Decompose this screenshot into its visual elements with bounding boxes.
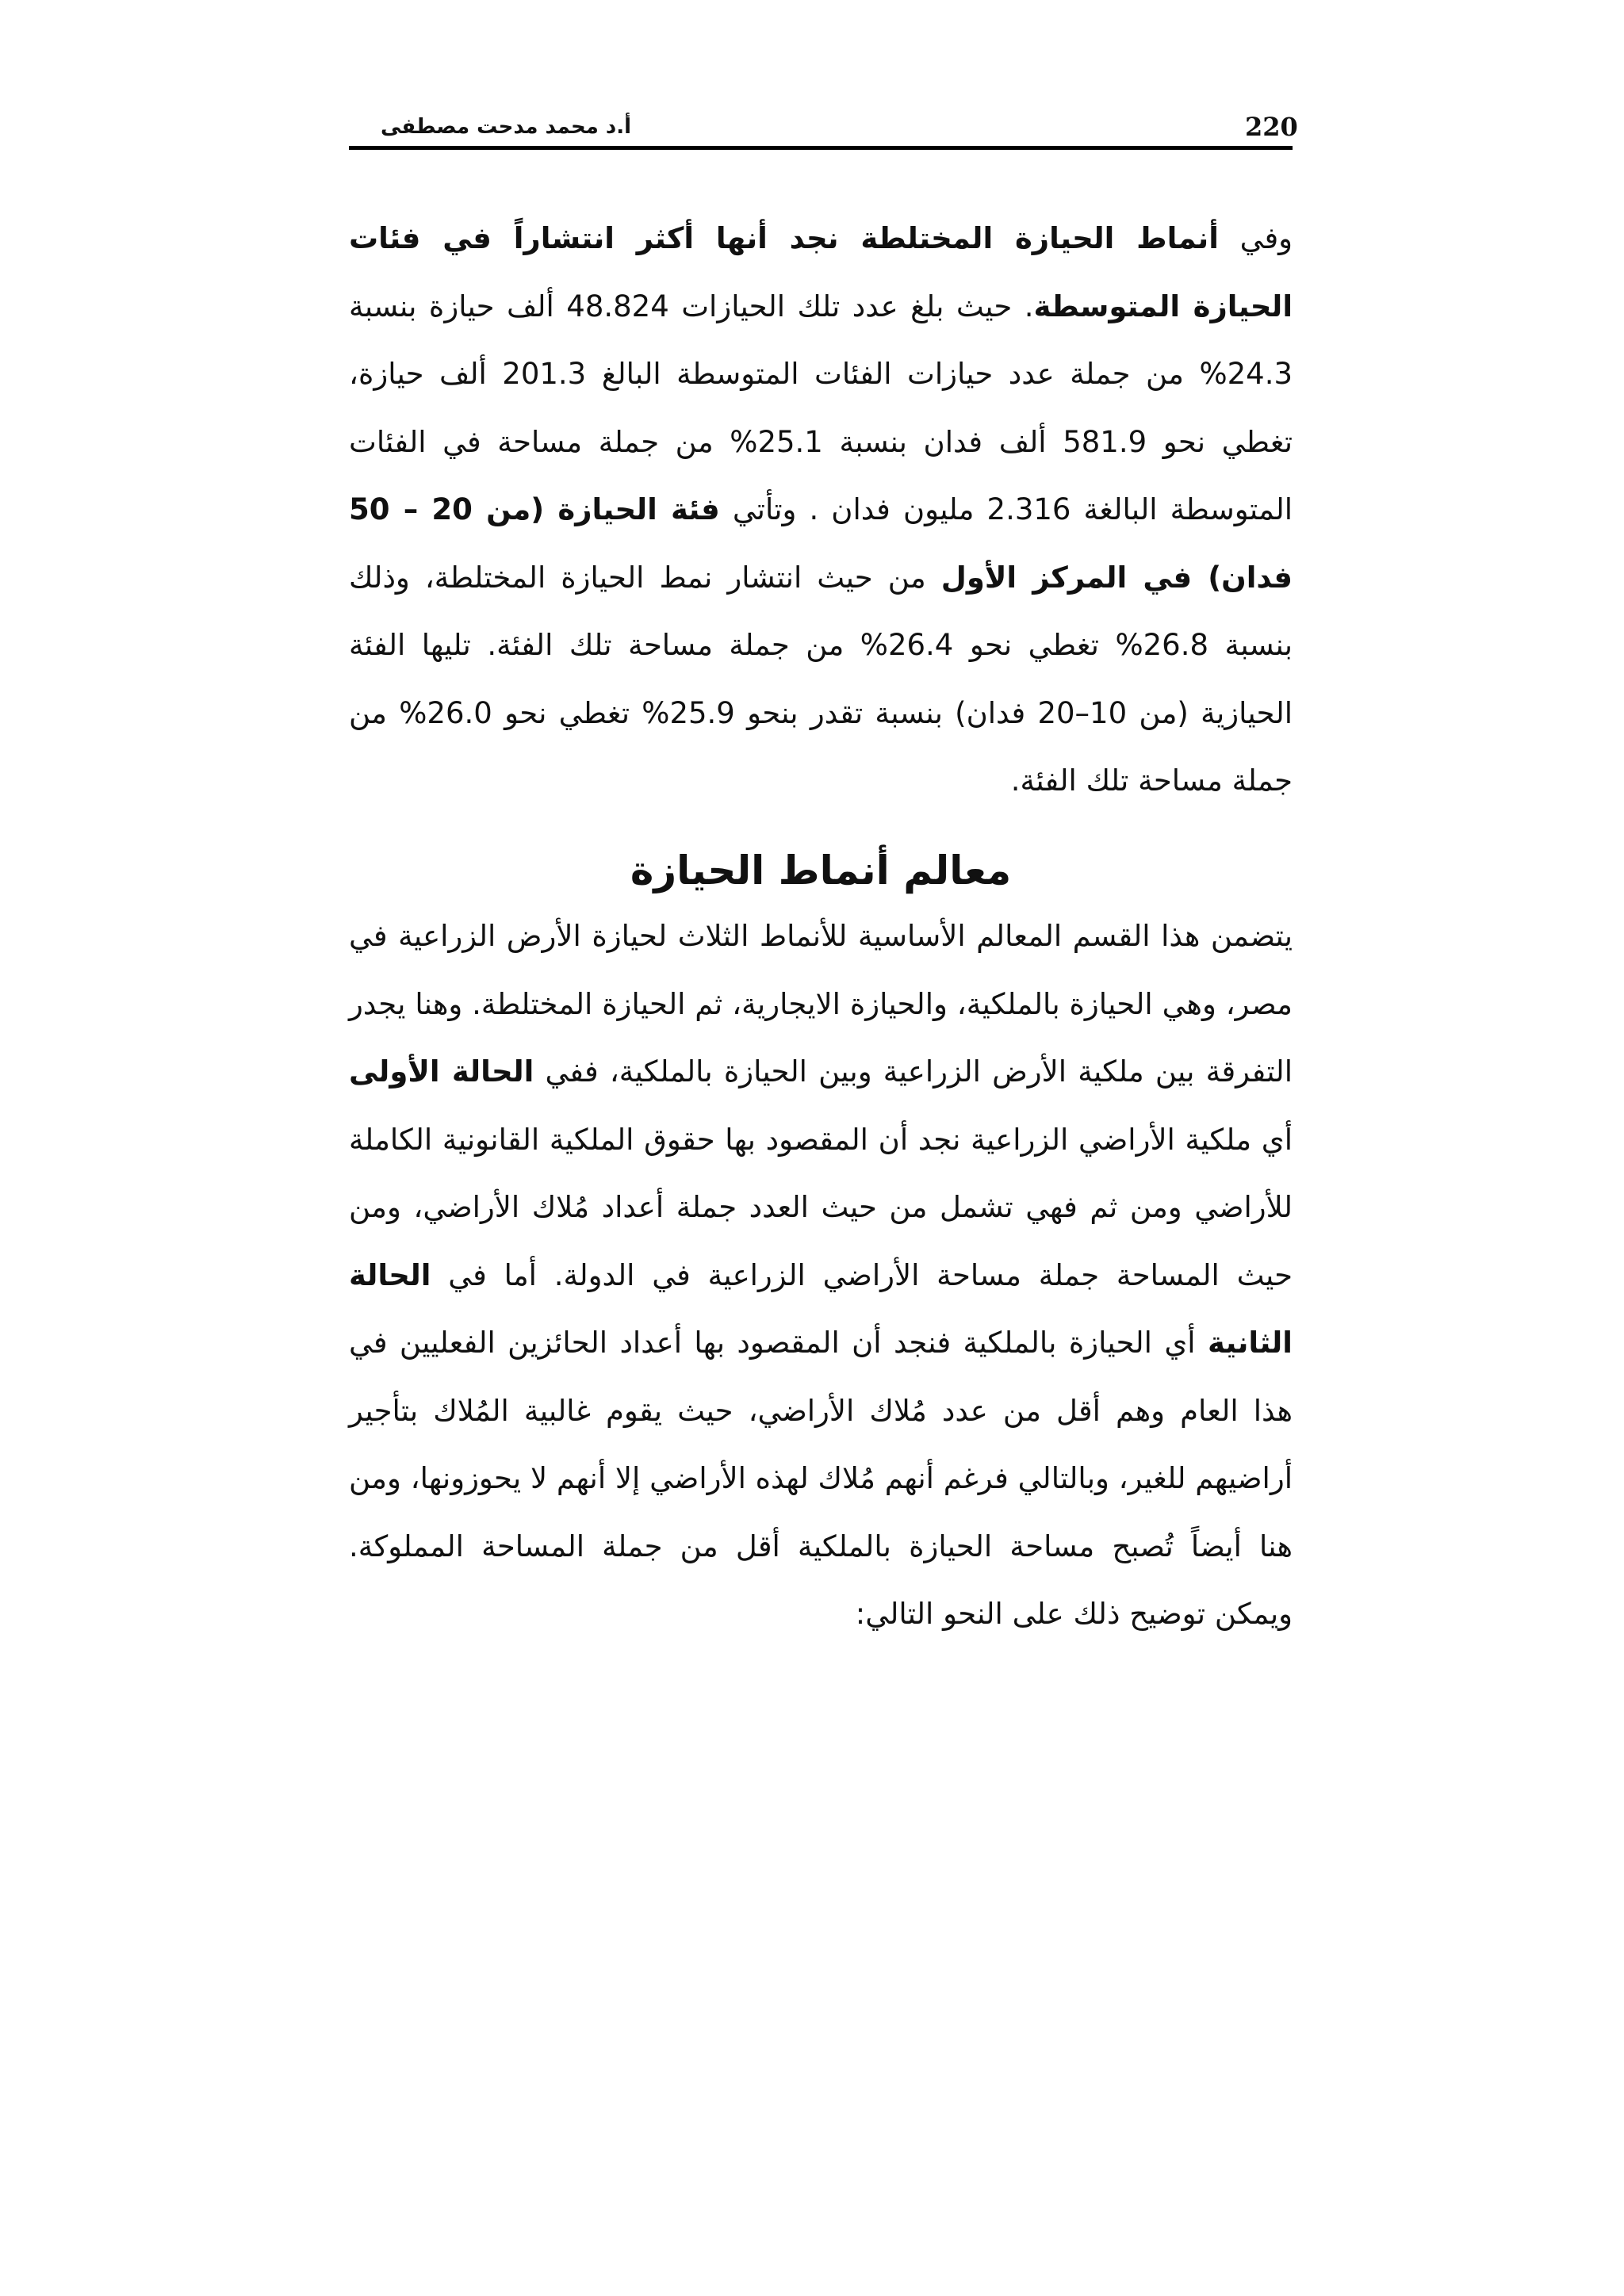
page-number: 220 <box>1245 112 1298 142</box>
header-rule <box>349 146 1293 150</box>
section-heading: معالم أنماط الحيازة <box>630 848 1012 894</box>
running-head-author: أ.د محمد مدحت مصطفى <box>381 115 632 139</box>
paragraph-text: أي الحيازة بالملكية فنجد أن المقصود بها أعداد الحائزين الفعليين في هذا العام وهم أقل من عدد مُلاك الأراضي، حيث يقوم غالبية المُلاك بتأجير أراضيهم للغير، وبالتالي فرغم أنهم مُلاك لهذه الأراضي إلا أنهم لا يحوزونها، ومن هنا أيضاً تُصبح مساحة الحيازة بالملكية أقل من جملة المساحة المملوكة. ويمكن توضيح ذلك على النحو التالي: <box>349 1326 1293 1631</box>
paragraph-text: . حيث بلغ عدد تلك الحيازات 48.824 ألف حيازة بنسبة 24.3% من جملة عدد حيازات الفئات المتوسطة البالغ 201.3 ألف حيازة، تغطي نحو 581.9 ألف فدان بنسبة 25.1% من جملة مساحة في الفئات المتوسطة البالغة 2.316 مليون فدان . وتأتي <box>349 289 1293 526</box>
bold-phrase: أنماط الحيازة المختلطة نجد أنها أكثر انتشاراً في فئات الحيازة المتوسطة <box>349 221 1293 323</box>
page-header <box>349 103 1298 151</box>
paragraph-text: من حيث انتشار نمط الحيازة المختلطة، وذلك بنسبة 26.8% تغطي نحو 26.4% من جملة مساحة تلك الفئة. تليها الفئة الحيازية (من 10–20 فدان) بنسبة تقدر بنحو 25.9% تغطي نحو 26.0% من جملة مساحة تلك الفئة. <box>349 560 1293 798</box>
paragraph-text: يتضمن هذا القسم المعالم الأساسية للأنماط الثلاث لحيازة الأرض الزراعية في مصر، وهي الحيازة بالملكية، والحيازة الايجارية، ثم الحيازة المختلطة. وهنا يجدر التفرقة بين ملكية الأرض الزراعية وبين الحيازة بالملكية، ففي <box>349 919 1293 1089</box>
paragraph-tenure-features <box>349 902 1293 1648</box>
bold-phrase: فئة الحيازة (من 20 – 50 فدان) في المركز الأول <box>349 492 1293 595</box>
bold-phrase: الحالة الأولى <box>349 1054 534 1089</box>
paragraph-mixed-tenure <box>349 205 1293 815</box>
paragraph-text: أي ملكية الأراضي الزراعية نجد أن المقصود بها حقوق الملكية القانونية الكاملة للأراضي ومن ثم فهي تشمل من حيث العدد جملة أعداد مُلاك الأراضي، ومن حيث المساحة جملة مساحة الأراضي الزراعية في الدولة. أما في <box>349 1122 1293 1292</box>
bold-phrase: الحالة الثانية <box>349 1257 1293 1360</box>
paragraph-text: وفي <box>1218 221 1293 255</box>
